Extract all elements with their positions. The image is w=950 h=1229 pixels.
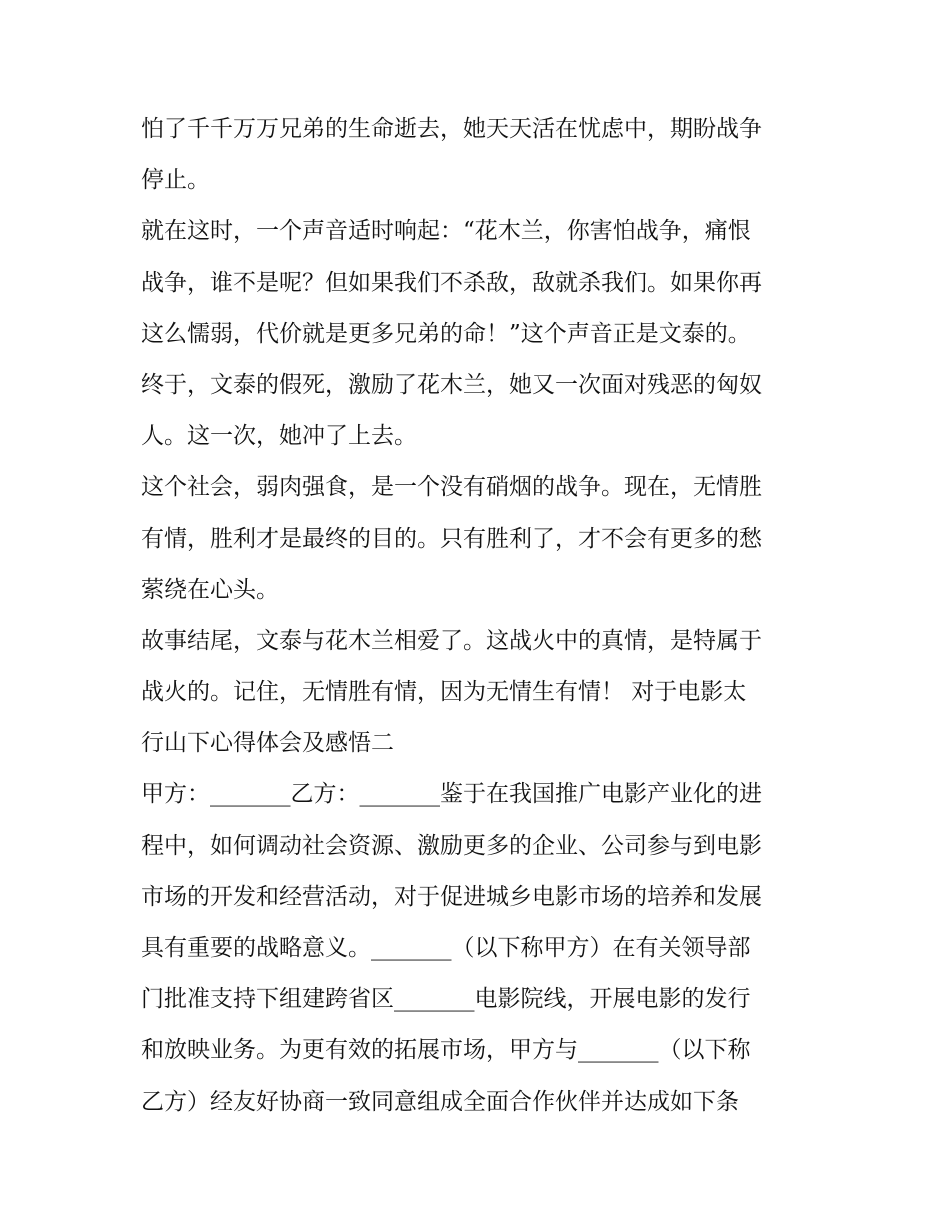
text-line: 乙方）经友好协商一致同意组成全面合作伙伴并达成如下条: [141, 1088, 739, 1115]
text-line: 战火的。记住，无情胜有情，因为无情生有情！ 对于电影太: [141, 679, 747, 706]
text-line: 这么懦弱，代价就是更多兄弟的命！”这个声音正是文泰的。: [141, 320, 751, 347]
text-line: 具有重要的战略意义。_______（以下称甲方）在有关领导部: [141, 935, 751, 961]
text-line: 怕了千千万万兄弟的生命逝去，她天天活在忧虑中，期盼战争: [141, 116, 762, 142]
text-line: 萦绕在心头。: [141, 576, 279, 603]
text-line: 终于，文泰的假死，激励了花木兰，她又一次面对残恶的匈奴: [141, 371, 762, 398]
text-line: 和放映业务。为更有效的拓展市场，甲方与_______（以下称: [141, 1037, 751, 1064]
text-line: 人。这一次，她冲了上去。: [141, 423, 417, 450]
text-line: 停止。: [141, 167, 210, 194]
text-line: 市场的开发和经营活动，对于促进城乡电影市场的培养和发展: [141, 883, 762, 910]
text-line: 战争，谁不是呢？但如果我们不杀敌，敌就杀我们。如果你再: [141, 269, 762, 296]
text-line: 有情，胜利才是最终的目的。只有胜利了，才不会有更多的愁: [141, 525, 762, 552]
text-line: 故事结尾，文泰与花木兰相爱了。这战火中的真情，是特属于: [141, 627, 762, 654]
text-line: 门批准支持下组建跨省区_______电影院线，开展电影的发行: [141, 986, 751, 1013]
document-body: [141, 104, 813, 1128]
text-line: 程中，如何调动社会资源、激励更多的企业、公司参与到电影: [141, 832, 762, 859]
text-line: 甲方：_______乙方：_______鉴于在我国推广电影产业化的进: [141, 781, 762, 808]
text-line: 这个社会，弱肉强食，是一个没有硝烟的战争。现在，无情胜: [141, 474, 762, 501]
text-line: 行山下心得体会及感悟二: [141, 730, 394, 757]
text-line: 就在这时，一个声音适时响起：“花木兰，你害怕战争，痛恨: [141, 218, 751, 245]
